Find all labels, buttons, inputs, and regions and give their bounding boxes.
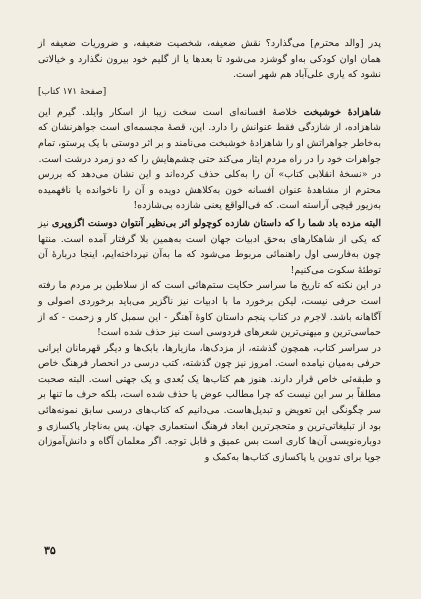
paragraph-2 (38, 105, 381, 167)
paragraph-4 (38, 216, 381, 278)
paragraph-4-lead: البته مزده باد شما را که داستان شازده کوچولو اثر بی‌نظیر آنتوان دوسنت اگزوپری (51, 217, 381, 229)
paragraph-2-heading: شاهزادهٔ خوشبخت (303, 106, 381, 118)
paragraph-2-body: خلاصهٔ افسانه‌ای است سخت زیبا از اسکار وایلد. گیرم این شاهزاده، از شازدگی فقط عنوانش را دارد. این، قصهٔ مجسمه‌ای است جواهرنشان که به‌خاطر جواهراتش او را شاهزادهٔ خوشبخت می‌نامند و بر اثر دوستی با یک پرستو، تمام جواهرات خود را در راه مردم ایثار می‌کند حتی چشم‌هایش را که دو زمرد درشت است. (38, 106, 381, 165)
paragraph-6: در سراسر کتاب، همچون گذشته، از مزدک‌ها، مازیارها، بابک‌ها و دیگر قهرمانان ایرانی حرفی به‌میان نیامده است. امروز نیز چون گذشته، کتب درسی در انحصار فرهنگ خاص و طبقه‌ئی خاص قرار دارند. هنوز هم کتاب‌ها یک بُعدی و یک جهتی است. البته صحبت مطلقاً بر سر این نیست که چرا مطالب عوض یا حذف شده است، بلکه حرف ما تنها بر سر چگونگی این تعویض و تبدیل‌هاست. می‌دانیم که کتاب‌های درسی سابق نمونه‌هائی بود از تبلیغاتی‌ترین و متحجرترین ابعاد فرهنگ استعماری جهان. پس به‌ناچار پاکسازی و دوباره‌نویسی آن‌ها کاری است بس عمیق و قابل توجه. اگر معلمان آگاه و دانش‌آموزان جویا برای تدوین یا پاکسازی کتاب‌ها به‌کمک و (38, 342, 381, 463)
paragraph-4-body: نیز که یکی از شاهکارهای به‌حق ادبیات جهان است به‌همین بلا گرفتار آمده است. منتها چون به‌فارسی اول راهنمائی مربوط می‌شود که ما به‌آن نپرداخته‌ایم، اینجا دربارهٔ آن توطئهٔ سکوت می‌کنیم! (38, 217, 381, 276)
paragraph-1: پدر [والد محترم] می‌گذارد؟ نقش ضعیفه، شخصیت ضعیفه، و ضروریات ضعیفه از همان اوان کودکی به‌او گوشزد می‌شود تا بعدها یا از گلیم خود بیرون نگذارد و خیالاتی نشود که یاری علی‌آباد هم شهر است. (38, 38, 381, 81)
paragraph-5: در این نکته که تاریخ ما سراسر حکایت ستم‌هائی است که از سلاطین بر مردم ما رفته است حرفی نیست، لیکن برخورد ما با ادبیات نیز ناگزیر می‌باید برخوردی اصولی و آگاهانه باشد. لاجرم در کتاب پنجم داستان کاوهٔ آهنگر - این سمبل کار و زحمت - که از حماسی‌ترین و میهنی‌ترین شعرهای فردوسی است نیز حذف شده است! (38, 280, 381, 339)
page-number: ۳۵ (44, 544, 56, 557)
paragraph-3: در «نسخهٔ انقلابی کتاب» آن را به‌کلی حذف کرده‌اند و این نشان می‌دهد که بررس محترم از مشاهدهٔ عنوان افسانه خون به‌کلاهش دویده و آن را ناخوانده یا نافهمیده به‌زیور قیچی آراسته است. که فی‌الواقع یعنی شازده بی‌شازده! (38, 169, 381, 212)
page-reference-tag: [صفحهٔ ۱۷۱ کتاب] (38, 86, 107, 97)
